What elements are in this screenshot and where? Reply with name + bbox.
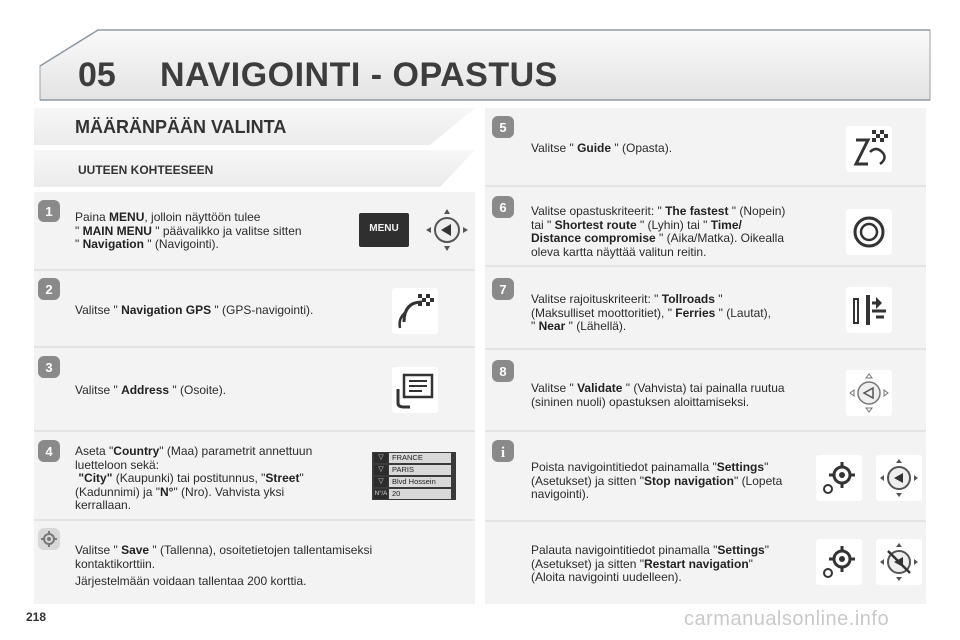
s3-a: Valitse " <box>75 383 122 397</box>
step-badge-6 <box>492 196 514 218</box>
s5-c: " (Opasta). <box>611 141 673 155</box>
save-c: " (Tallenna), osoitetietojen tallentamiseksi <box>149 543 373 557</box>
info1-g: navigointi). <box>531 487 590 501</box>
info1-f: " (Lopeta <box>733 473 783 488</box>
step-6-text <box>531 205 821 259</box>
address-row-key: N°/A <box>374 491 388 497</box>
save-text <box>75 544 445 589</box>
address-row-key: ▽ <box>374 477 388 487</box>
s7-a: Valitse rajoituskriteerit: " <box>531 292 662 306</box>
address-row-value: Blvd Hossein <box>389 477 451 487</box>
s8-a: Valitse " <box>531 381 578 395</box>
info-badge-letter: i <box>500 445 506 461</box>
step-5-text <box>531 142 811 156</box>
s6-c: " (Nopein) <box>728 204 786 218</box>
s6-e: Shortest route <box>554 217 637 232</box>
address-icon <box>392 367 438 413</box>
s8-b: Validate <box>577 381 623 395</box>
step-4-text <box>75 445 365 513</box>
s4-d: luetteloon sekä: <box>75 457 160 472</box>
s4-g: Street <box>265 471 300 485</box>
s7-i: " (Lähellä). <box>565 319 627 333</box>
s4-a: Aseta " <box>75 444 114 458</box>
step-badge-3 <box>38 356 60 378</box>
s7-f: " (Lautat), <box>715 305 771 320</box>
s7-h: Near <box>538 319 566 333</box>
save-gear-badge <box>38 528 60 550</box>
s4-e: "City" <box>78 471 113 485</box>
s4-k: " (Nro). Vahvista yksi <box>173 484 285 499</box>
info2-d: (Asetukset) ja sitten " <box>531 556 644 571</box>
badge-3-number: 3 <box>45 360 53 375</box>
address-row <box>372 477 456 488</box>
s1-i: " (Navigointi). <box>143 237 219 251</box>
save-d: kontaktikorttiin. <box>75 556 156 571</box>
info2-e: Restart navigation <box>643 556 749 571</box>
s2-a: Valitse " <box>75 303 122 317</box>
s8-c: " (Vahvista) tai painalla ruutua <box>622 381 785 395</box>
s6-h: Distance compromise <box>531 231 656 245</box>
s4-j: N° <box>159 484 174 499</box>
settings-gear-icon <box>816 539 862 585</box>
s7-e: Ferries <box>675 305 716 320</box>
s3-b: Address <box>121 383 170 397</box>
address-row-value: 20 <box>389 489 451 499</box>
s7-b: Tollroads <box>661 292 715 306</box>
navigation-gps-icon <box>392 288 438 334</box>
s4-b: Country <box>113 444 160 458</box>
s3-c: " (Osoite). <box>169 383 227 397</box>
address-form-image <box>372 452 456 500</box>
step-7-text <box>531 293 821 334</box>
info1-a: Poista navigointitiedot painamalla " <box>531 460 717 474</box>
address-row <box>372 489 456 500</box>
s2-c: " (GPS-navigointi). <box>211 303 314 317</box>
page-title: NAVIGOINTI - OPASTUS <box>160 56 558 94</box>
joystick-icon <box>846 370 892 416</box>
info2-a: Palauta navigointitiedot pinamalla " <box>531 543 718 557</box>
settings-gear-icon <box>816 455 862 501</box>
section-subtitle: UUTEEN KOHTEESEEN <box>78 163 214 177</box>
restriction-criteria-icon <box>846 287 892 333</box>
save-b: Save <box>121 543 150 557</box>
watermark: carmanualsonline.info <box>684 608 890 630</box>
guide-icon <box>846 126 892 172</box>
page-number: 218 <box>26 610 47 624</box>
s5-a: Valitse " <box>531 141 578 155</box>
step-badge-4 <box>38 440 60 462</box>
route-criteria-icon <box>846 209 892 255</box>
menu-key-image <box>359 213 409 247</box>
badge-2-number: 2 <box>45 282 53 297</box>
step-badge-8 <box>492 360 514 382</box>
s1-a: Paina <box>75 210 110 224</box>
step-badge-5 <box>492 116 514 138</box>
badge-8-number: 8 <box>499 364 507 379</box>
save-e: Järjestelmään voidaan tallentaa 200 korttia. <box>75 574 307 588</box>
step-2-text <box>75 304 375 318</box>
info-2-text <box>531 544 811 585</box>
s2-b: Navigation GPS <box>121 303 212 317</box>
s5-b: Guide <box>577 141 612 155</box>
s7-g: " <box>531 319 539 333</box>
s1-b: MENU <box>109 210 145 224</box>
joystick-icon <box>422 205 472 255</box>
s1-c: , jolloin näyttöön tulee <box>144 210 261 224</box>
address-row-value: PARIS <box>389 465 451 475</box>
step-badge-1 <box>38 200 60 222</box>
s4-h: " <box>299 471 304 485</box>
info1-c: " <box>764 460 769 474</box>
info-1-text <box>531 461 811 502</box>
s4-i: (Kadunnimi) ja " <box>75 484 160 499</box>
chapter-number: 05 <box>78 56 116 94</box>
badge-7-number: 7 <box>499 282 507 297</box>
info2-g: (Aloita navigointi uudelleen). <box>531 570 682 584</box>
s1-h: Navigation <box>82 237 144 251</box>
info2-c: " <box>764 543 769 557</box>
badge-6-number: 6 <box>499 200 507 215</box>
s8-d: (sininen nuoli) opastuksen aloittamiseksi. <box>531 394 750 409</box>
s6-f: " (Lyhin) tai " <box>636 217 711 232</box>
s6-i: " (Aika/Matka). Oikealla <box>655 231 785 245</box>
joystick-icon <box>876 455 922 501</box>
s6-j: oleva kartta näyttää valitun reitin. <box>531 244 707 259</box>
s6-b: The fastest <box>665 204 729 218</box>
s4-l: kerrallaan. <box>75 498 132 512</box>
section-title: MÄÄRÄNPÄÄN VALINTA <box>75 117 287 137</box>
info1-e: Stop navigation <box>643 473 734 488</box>
badge-1-number: 1 <box>45 204 53 219</box>
menu-key-label: MENU <box>369 223 399 234</box>
step-1-text <box>75 211 355 252</box>
address-row <box>372 465 456 476</box>
s6-d: tai " <box>531 217 555 232</box>
joystick-crossed-icon <box>876 539 922 585</box>
address-row <box>372 453 456 464</box>
step-8-text <box>531 382 821 409</box>
badge-5-number: 5 <box>499 120 507 135</box>
info2-b: Settings <box>717 543 765 557</box>
s1-e: MAIN MENU <box>82 223 152 238</box>
info-badge <box>492 440 514 462</box>
address-row-key: ▽ <box>374 465 388 475</box>
s6-g: Time/ <box>710 217 742 232</box>
s1-f: " päävalikko ja valitse sitten <box>151 223 302 238</box>
s4-c: " (Maa) parametrit annettuun <box>159 444 313 458</box>
info1-d: (Asetukset) ja sitten " <box>531 473 644 488</box>
info1-b: Settings <box>716 460 765 474</box>
info2-f: " <box>748 556 753 571</box>
address-row-key: ▽ <box>374 453 388 463</box>
s7-d: (Maksulliset moottoritiet), " <box>531 305 676 320</box>
step-badge-7 <box>492 278 514 300</box>
badge-4-number: 4 <box>45 444 53 459</box>
address-row-value: FRANCE <box>389 453 451 463</box>
s1-d: " <box>75 223 83 238</box>
s4-f: (Kaupunki) tai postitunnus, " <box>112 471 266 485</box>
s7-c: " <box>714 292 723 306</box>
step-badge-2 <box>38 278 60 300</box>
s1-g: " <box>75 237 83 251</box>
s6-a: Valitse opastuskriteerit: " <box>531 204 666 218</box>
save-a: Valitse " <box>75 543 122 557</box>
step-3-text <box>75 384 375 398</box>
